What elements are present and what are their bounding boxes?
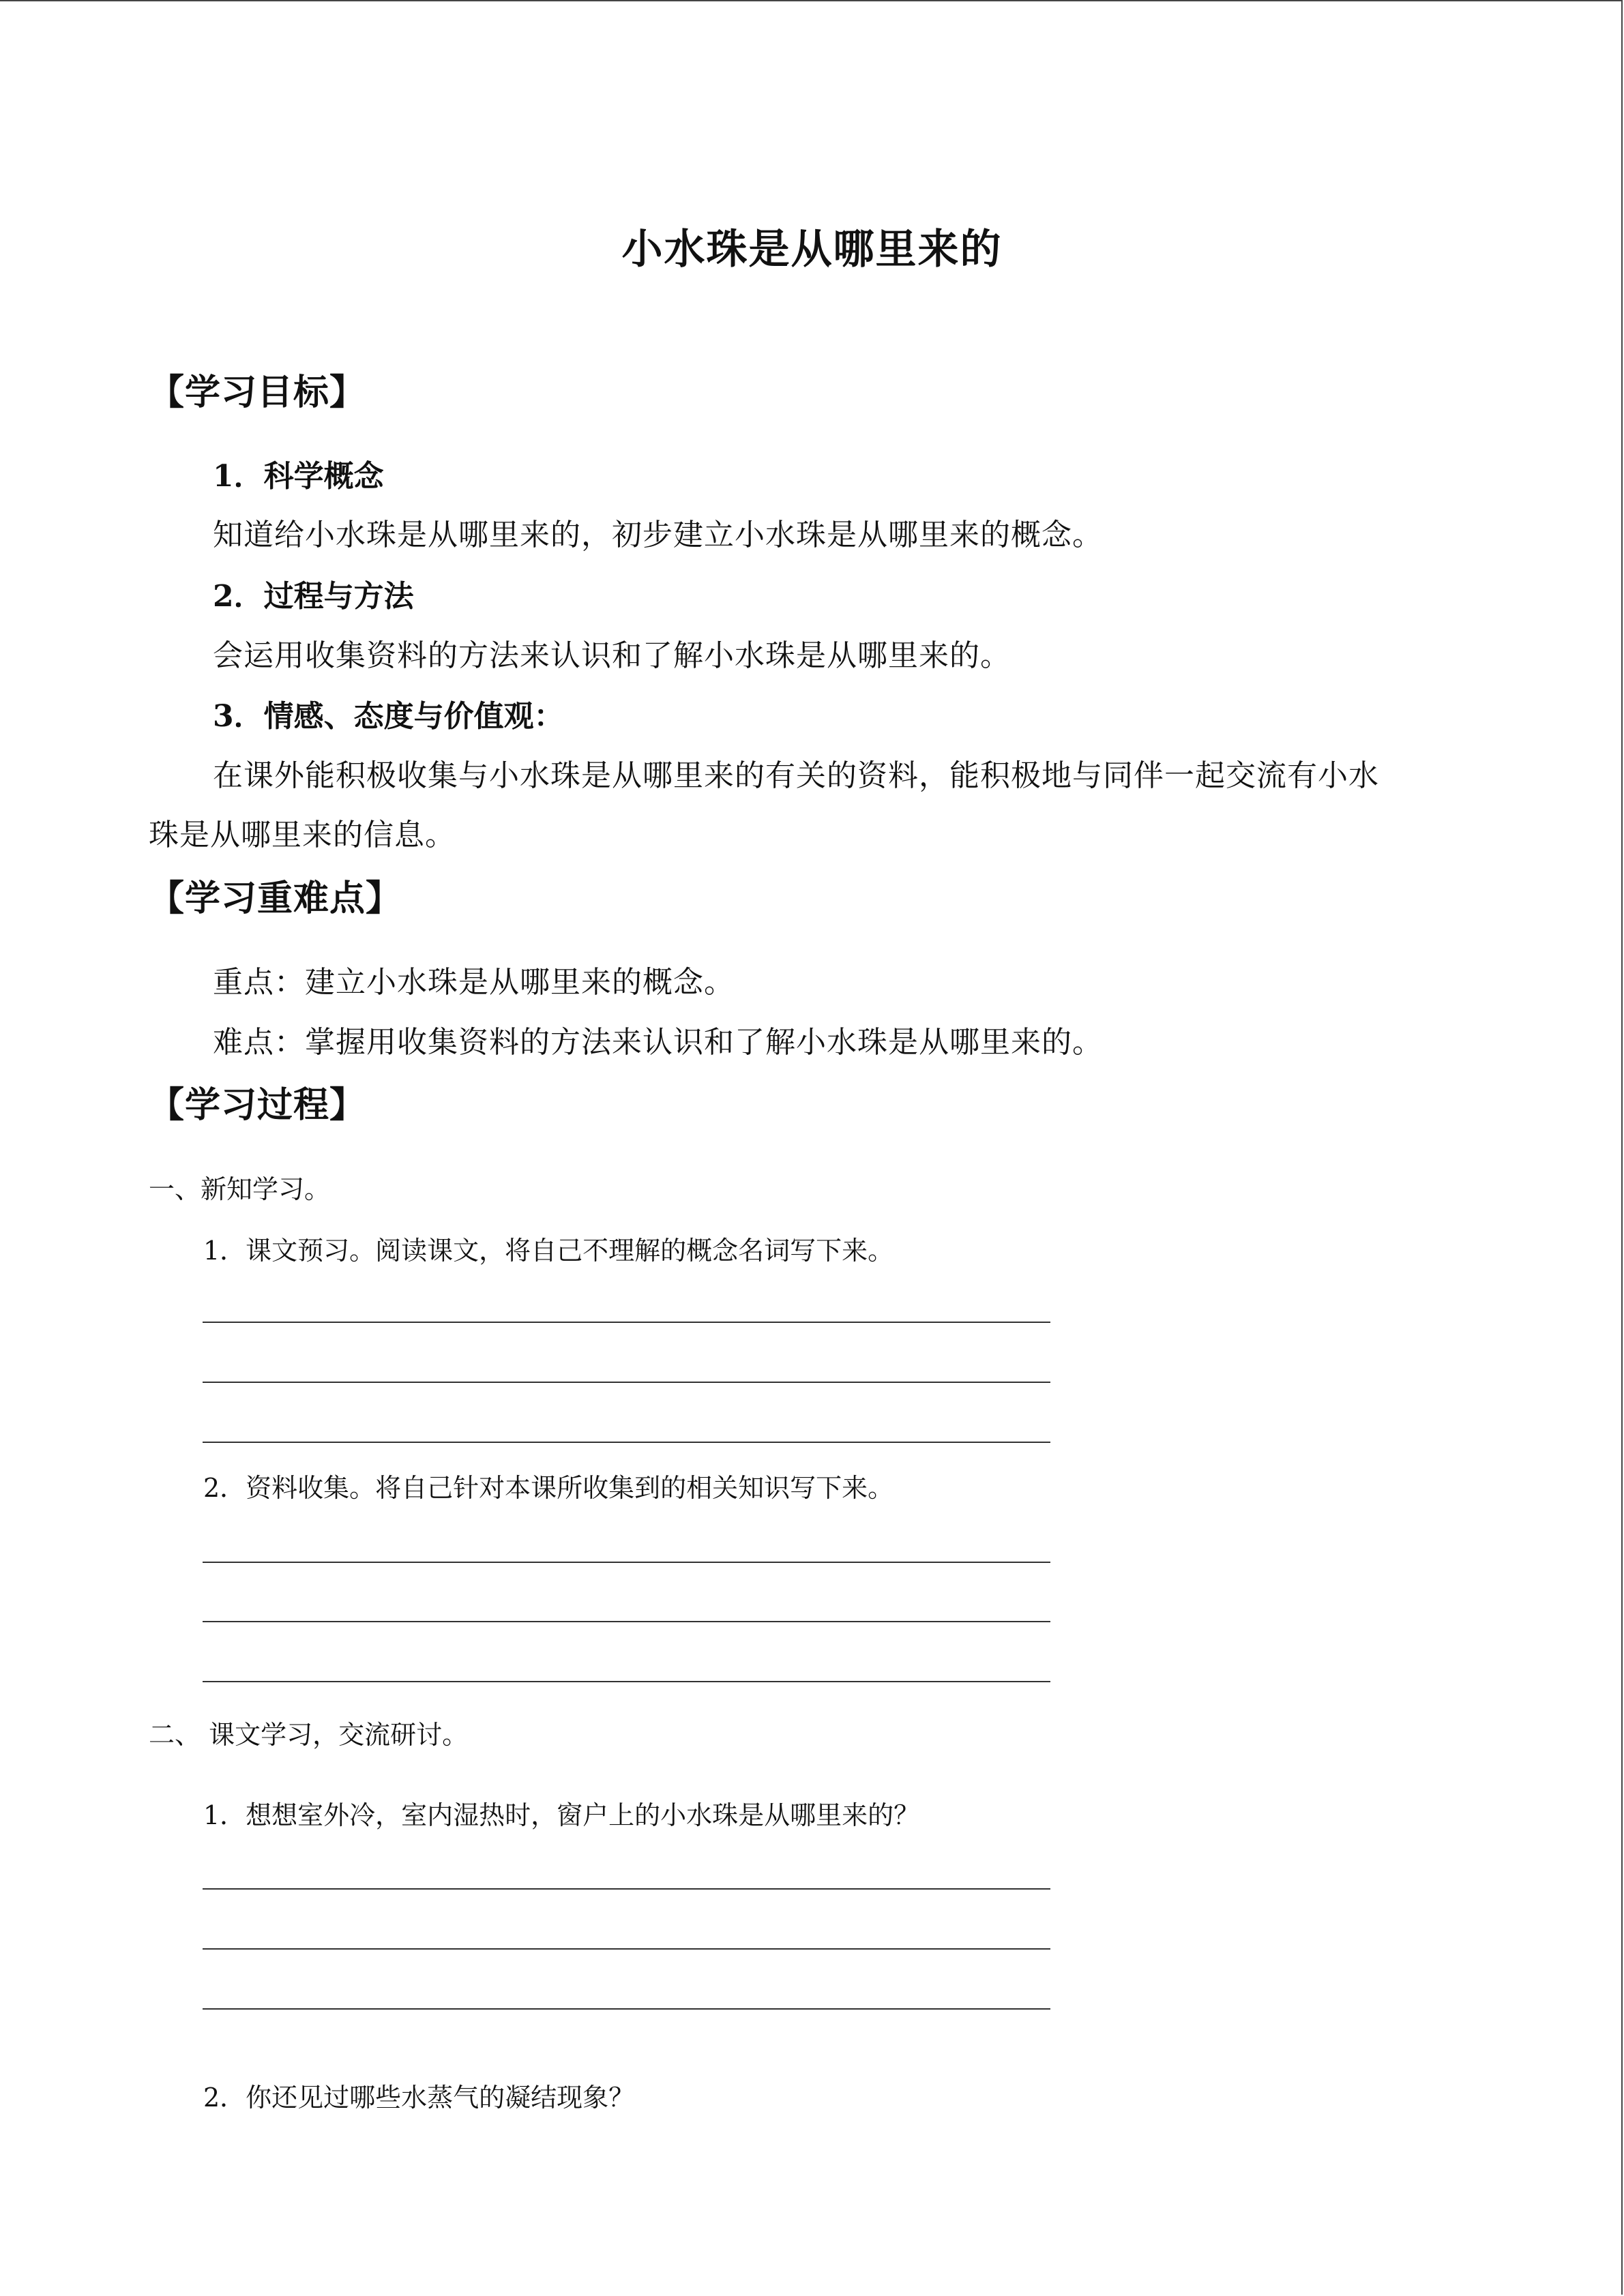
answer-line (203, 1382, 1050, 1383)
objective-1-text: 知道给小水珠是从哪里来的，初步建立小水珠是从哪里来的概念。 (213, 518, 1103, 552)
answer-line (203, 1562, 1050, 1563)
answer-line (203, 1681, 1050, 1682)
key-points-heading: 【学习重难点】 (149, 878, 402, 919)
part2-heading: 二、 课文学习，交流研讨。 (149, 1720, 469, 1750)
part2-question-2: 2．你还见过哪些水蒸气的凝结现象？ (203, 2083, 635, 2113)
part2-question-1: 1．想想室外冷，室内湿热时，窗户上的小水珠是从哪里来的？ (203, 1800, 920, 1830)
process-heading: 【学习过程】 (149, 1084, 366, 1126)
objective-2-text: 会运用收集资料的方法来认识和了解小水珠是从哪里来的。 (213, 638, 1011, 673)
page-title: 小水珠是从哪里来的 (621, 226, 1003, 273)
answer-line (203, 2008, 1050, 2010)
objective-3-text-line1: 在课外能积极收集与小水珠是从哪里来的有关的资料，能积极地与同伴一起交流有小水 (213, 758, 1379, 793)
key-point-focus: 重点：建立小水珠是从哪里来的概念。 (213, 965, 735, 1000)
answer-line (203, 1442, 1050, 1443)
answer-line (203, 1621, 1050, 1622)
objective-3-text-line2: 珠是从哪里来的信息。 (149, 818, 456, 852)
objective-2-heading: 2．过程与方法 (213, 579, 414, 614)
objective-1-heading: 1．科学概念 (213, 459, 384, 494)
answer-line (203, 1322, 1050, 1323)
key-point-difficulty: 难点：掌握用收集资料的方法来认识和了解小水珠是从哪里来的。 (213, 1025, 1103, 1060)
objectives-heading: 【学习目标】 (149, 372, 366, 413)
answer-line (203, 1888, 1050, 1890)
part1-heading: 一、新知学习。 (149, 1174, 331, 1204)
objective-3-heading: 3．情感、态度与价值观： (213, 699, 564, 734)
answer-line (203, 1948, 1050, 1950)
part1-question-2: 2．资料收集。将自己针对本课所收集到的相关知识写下来。 (203, 1473, 894, 1503)
part1-question-1: 1．课文预习。阅读课文，将自己不理解的概念名词写下来。 (203, 1236, 894, 1266)
